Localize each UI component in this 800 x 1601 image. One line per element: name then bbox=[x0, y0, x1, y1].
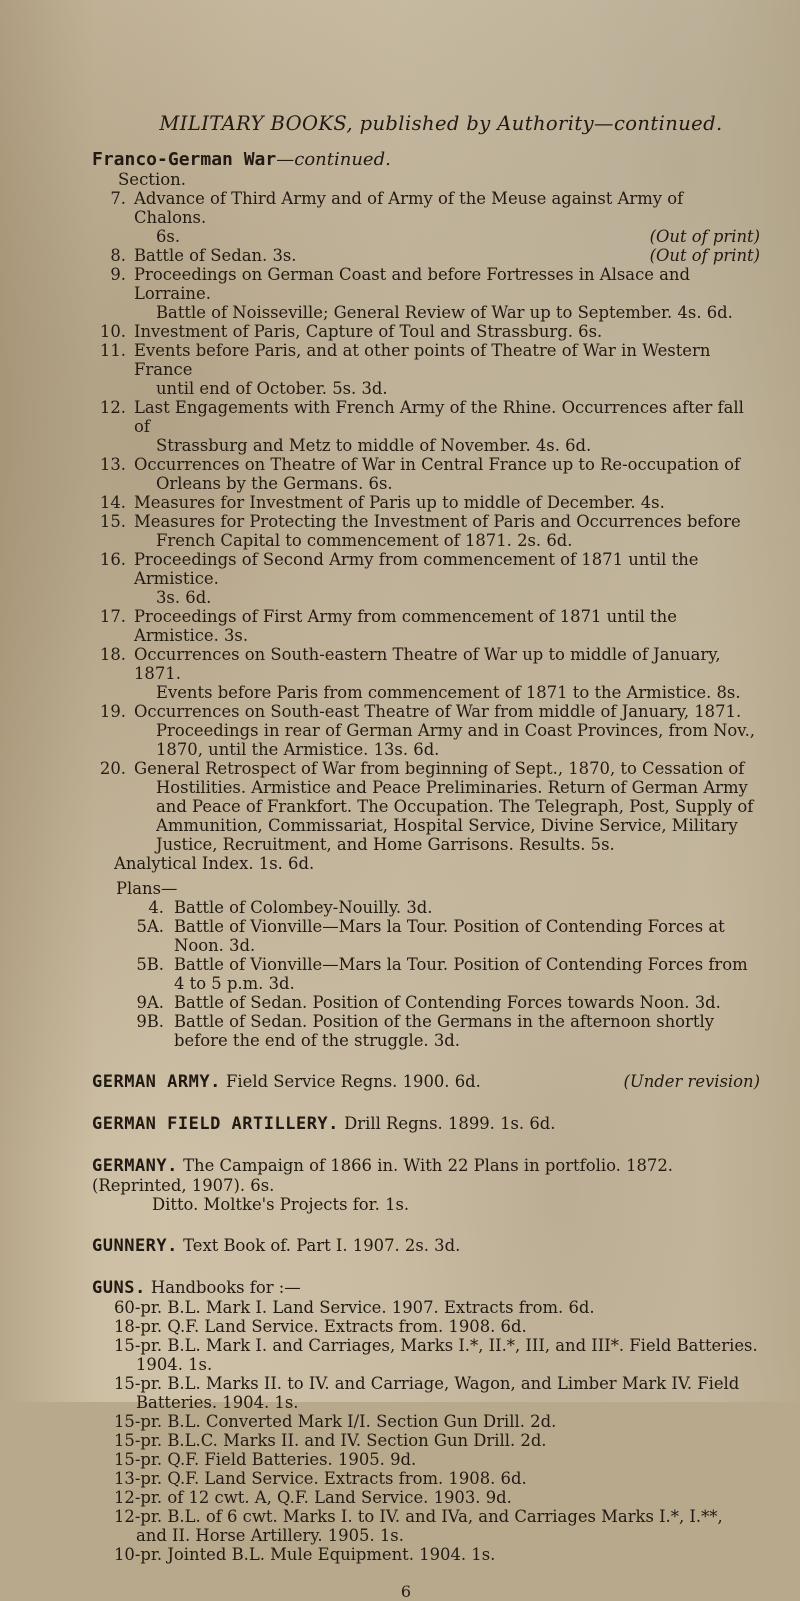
germany-entry bbox=[92, 1156, 760, 1214]
plan-item bbox=[120, 955, 760, 993]
entry-text: Proceedings of Second Army from commencement of 1871 until the Armistice. bbox=[134, 550, 699, 588]
entry-continuation bbox=[134, 588, 760, 607]
guns-entry bbox=[92, 1278, 760, 1298]
section-subheading: Section. bbox=[118, 170, 187, 189]
entry-text: Measures for Protecting the Investment of Paris and Occurrences before bbox=[134, 512, 741, 531]
plan-number: 9A. bbox=[136, 993, 164, 1012]
entry-status: (Out of print) bbox=[649, 246, 760, 265]
guns-handbook-item bbox=[92, 1298, 760, 1317]
plan-text: Battle of Colombey-Nouilly. 3d. bbox=[174, 898, 433, 917]
entry-item bbox=[92, 493, 760, 512]
guns-handbook-text: 15-pr. Q.F. Field Batteries. 1905. 9d. bbox=[114, 1450, 417, 1469]
guns-handbook-continuation: Batteries. 1904. 1s. bbox=[136, 1393, 299, 1412]
guns-handbook-item bbox=[92, 1507, 760, 1545]
entry-text-block bbox=[134, 322, 760, 341]
entry-text-block bbox=[134, 455, 760, 493]
plan-text: Battle of Vionville—Mars la Tour. Position of Contending Forces at Noon. 3d. bbox=[174, 917, 725, 955]
entries-list bbox=[92, 189, 760, 854]
entry-text: Last Engagements with French Army of the Rhine. Occurrences after fall of bbox=[134, 398, 744, 436]
plan-text: Battle of Sedan. Position of the Germans in the afternoon shortly before the end of the struggle. 3d. bbox=[174, 1012, 714, 1050]
plan-number: 4. bbox=[148, 898, 164, 917]
guns-handbook-item bbox=[92, 1374, 760, 1412]
entry-number: 12. bbox=[99, 398, 126, 417]
entry-item bbox=[92, 607, 760, 645]
guns-handbook-continuation: 1904. 1s. bbox=[136, 1355, 213, 1374]
plan-item bbox=[120, 993, 760, 1012]
entry-number: 9. bbox=[110, 265, 126, 284]
entry-continuation bbox=[134, 379, 760, 398]
entry-text-block bbox=[134, 398, 760, 455]
guns-handbook-item bbox=[92, 1317, 760, 1336]
guns-handbook-text: 12-pr. of 12 cwt. A, Q.F. Land Service. 1903. 9d. bbox=[114, 1488, 512, 1507]
section-title-bold: Franco-German War bbox=[92, 149, 277, 170]
entry-continuation-text: Hostilities. Armistice and Peace Preliminaries. Return of German Army and Peace of Frankfort. The Occupation. The Telegraph, Post, Supply of Ammunition, Commissariat, Hospital Service, Divine Service, Military Justice, Recruitment, and Home Garrisons. Results. 5s. bbox=[156, 778, 754, 854]
entry-continuation bbox=[134, 778, 760, 854]
entry-text: Investment of Paris, Capture of Toul and Strassburg. 6s. bbox=[134, 322, 603, 341]
guns-handbook-item bbox=[92, 1412, 760, 1431]
entry-item bbox=[92, 455, 760, 493]
plan-number: 5B. bbox=[136, 955, 164, 974]
section-title bbox=[92, 149, 760, 170]
entry-continuation bbox=[134, 683, 760, 702]
entry-item bbox=[92, 398, 760, 455]
entry-number: 13. bbox=[99, 455, 126, 474]
entry-continuation bbox=[134, 721, 760, 759]
section-title-continued: —continued. bbox=[276, 149, 391, 170]
guns-handbook-item bbox=[92, 1488, 760, 1507]
entry-number: 20. bbox=[99, 759, 126, 778]
plan-item bbox=[120, 898, 760, 917]
entry-text-block bbox=[134, 759, 760, 854]
german-field-artillery-title: GERMAN FIELD ARTILLERY. bbox=[92, 1114, 339, 1134]
plan-text: Battle of Vionville—Mars la Tour. Position of Contending Forces from 4 to 5 p.m. 3d. bbox=[174, 955, 748, 993]
entry-number: 16. bbox=[99, 550, 126, 569]
guns-title: GUNS. bbox=[92, 1278, 146, 1298]
entry-item bbox=[92, 189, 760, 246]
entry-number: 15. bbox=[99, 512, 126, 531]
plans-heading: Plans— bbox=[116, 879, 178, 898]
entry-item bbox=[92, 645, 760, 702]
entry-continuation-text: Orleans by the Germans. 6s. bbox=[156, 474, 393, 493]
entry-text: General Retrospect of War from beginning of Sept., 1870, to Cessation of bbox=[134, 759, 745, 778]
entry-item bbox=[92, 322, 760, 341]
plans-list bbox=[92, 898, 760, 1050]
entry-text-block bbox=[134, 645, 760, 702]
plan-item bbox=[120, 917, 760, 955]
entry-continuation bbox=[134, 227, 760, 246]
entry-text-block bbox=[134, 265, 760, 322]
entry-item bbox=[92, 246, 760, 265]
guns-handbook-continuation: and II. Horse Artillery. 1905. 1s. bbox=[136, 1526, 404, 1545]
entry-item bbox=[92, 512, 760, 550]
germany-text: The Campaign of 1866 in. With 22 Plans in portfolio. 1872. (Reprinted, 1907). 6s. bbox=[92, 1156, 673, 1195]
german-army-text: Field Service Regns. 1900. 6d. bbox=[226, 1072, 481, 1091]
entry-text-block bbox=[134, 246, 760, 265]
guns-handbook-text: 15-pr. B.L. Converted Mark I/I. Section Gun Drill. 2d. bbox=[114, 1412, 557, 1431]
entry-number: 19. bbox=[99, 702, 126, 721]
german-army-entry bbox=[92, 1072, 760, 1092]
german-army-title: GERMAN ARMY. bbox=[92, 1072, 221, 1092]
entry-item bbox=[92, 341, 760, 398]
entry-continuation-text: until end of October. 5s. 3d. bbox=[156, 379, 388, 398]
guns-handbook-text: 10-pr. Jointed B.L. Mule Equipment. 1904. 1s. bbox=[114, 1545, 496, 1564]
guns-handbook-text: 15-pr. B.L.C. Marks II. and IV. Section Gun Drill. 2d. bbox=[114, 1431, 547, 1450]
entry-number: 8. bbox=[110, 246, 126, 265]
entry-number: 18. bbox=[99, 645, 126, 664]
entry-continuation bbox=[134, 303, 760, 322]
entry-continuation-text: French Capital to commencement of 1871. 2s. 6d. bbox=[156, 531, 573, 550]
entry-text-block bbox=[134, 512, 760, 550]
guns-list bbox=[92, 1298, 760, 1564]
guns-handbook-text: 12-pr. B.L. of 6 cwt. Marks I. to IV. and IVa, and Carriages Marks I.*, I.**, bbox=[114, 1507, 723, 1526]
guns-handbook-item bbox=[92, 1469, 760, 1488]
germany-title: GERMANY. bbox=[92, 1156, 178, 1176]
entry-item bbox=[92, 265, 760, 322]
guns-handbook-item bbox=[92, 1336, 760, 1374]
plan-text: Battle of Sedan. Position of Contending Forces towards Noon. 3d. bbox=[174, 993, 721, 1012]
plan-item bbox=[120, 1012, 760, 1050]
guns-handbook-text: 13-pr. Q.F. Land Service. Extracts from. 1908. 6d. bbox=[114, 1469, 527, 1488]
entry-number: 11. bbox=[99, 341, 126, 360]
gunnery-entry bbox=[92, 1236, 760, 1256]
entry-continuation-text: Proceedings in rear of German Army and in Coast Provinces, from Nov., 1870, until the Armistice. 13s. 6d. bbox=[156, 721, 756, 759]
guns-handbook-item bbox=[92, 1545, 760, 1564]
entry-text: Occurrences on Theatre of War in Central France up to Re-occupation of bbox=[134, 455, 741, 474]
guns-handbook-item bbox=[92, 1450, 760, 1469]
entry-continuation bbox=[134, 531, 760, 550]
entry-text: Advance of Third Army and of Army of the Meuse against Army of Chalons. bbox=[134, 189, 684, 227]
plan-number: 9B. bbox=[136, 1012, 164, 1031]
entry-item bbox=[92, 702, 760, 759]
entry-text: Battle of Sedan. 3s. bbox=[134, 246, 297, 265]
entry-status: (Out of print) bbox=[649, 227, 760, 246]
entry-text-block bbox=[134, 550, 760, 607]
entry-number: 17. bbox=[99, 607, 126, 626]
entry-text-block bbox=[134, 607, 760, 645]
guns-handbook-item bbox=[92, 1431, 760, 1450]
entry-item bbox=[92, 550, 760, 607]
entry-text-block bbox=[134, 341, 760, 398]
entry-continuation-text: Strassburg and Metz to middle of November. 4s. 6d. bbox=[156, 436, 592, 455]
entry-continuation bbox=[134, 474, 760, 493]
entry-number: 14. bbox=[99, 493, 126, 512]
entry-continuation-text: Events before Paris from commencement of 1871 to the Armistice. 8s. bbox=[156, 683, 741, 702]
page-number: 6 bbox=[400, 1582, 412, 1601]
entry-text: Proceedings on German Coast and before Fortresses in Alsace and Lorraine. bbox=[134, 265, 690, 303]
entry-continuation-text: Battle of Noisseville; General Review of War up to September. 4s. 6d. bbox=[156, 303, 733, 322]
entry-text: Occurrences on South-eastern Theatre of War up to middle of January, 1871. bbox=[134, 645, 721, 683]
guns-handbook-text: 60-pr. B.L. Mark I. Land Service. 1907. Extracts from. 6d. bbox=[114, 1298, 595, 1317]
entry-item bbox=[92, 759, 760, 854]
german-field-artillery-entry bbox=[92, 1114, 760, 1134]
entry-text: Proceedings of First Army from commencement of 1871 until the Armistice. 3s. bbox=[134, 607, 677, 645]
page-header: MILITARY BOOKS, published by Authority—continued. bbox=[159, 112, 723, 135]
entry-text-block bbox=[134, 493, 760, 512]
entry-number: 7. bbox=[110, 189, 126, 208]
guns-handbook-text: 18-pr. Q.F. Land Service. Extracts from. 1908. 6d. bbox=[114, 1317, 527, 1336]
entry-number: 10. bbox=[99, 322, 126, 341]
entry-text: Occurrences on South-east Theatre of War from middle of January, 1871. bbox=[134, 702, 742, 721]
german-field-artillery-text: Drill Regns. 1899. 1s. 6d. bbox=[344, 1114, 556, 1133]
guns-handbook-text: 15-pr. B.L. Mark I. and Carriages, Marks I.*, II.*, III, and III*. Field Batteries. bbox=[114, 1336, 758, 1355]
entry-text: Events before Paris, and at other points of Theatre of War in Western France bbox=[134, 341, 711, 379]
entry-text-block bbox=[134, 702, 760, 759]
entry-text: Measures for Investment of Paris up to middle of December. 4s. bbox=[134, 493, 665, 512]
analytical-index: Analytical Index. 1s. 6d. bbox=[114, 854, 315, 873]
plan-number: 5A. bbox=[136, 917, 164, 936]
gunnery-title: GUNNERY. bbox=[92, 1236, 178, 1256]
gunnery-text: Text Book of. Part I. 1907. 2s. 3d. bbox=[183, 1236, 461, 1255]
german-army-status: (Under revision) bbox=[623, 1072, 760, 1091]
entry-continuation bbox=[134, 436, 760, 455]
entry-continuation-text: 3s. 6d. bbox=[156, 588, 212, 607]
guns-intro: Handbooks for :— bbox=[150, 1278, 301, 1297]
entry-continuation-text: 6s. bbox=[156, 227, 181, 246]
guns-handbook-text: 15-pr. B.L. Marks II. to IV. and Carriage, Wagon, and Limber Mark IV. Field bbox=[114, 1374, 740, 1393]
entry-text-block bbox=[134, 189, 760, 246]
germany-ditto: Ditto. Moltke's Projects for. 1s. bbox=[152, 1195, 410, 1214]
